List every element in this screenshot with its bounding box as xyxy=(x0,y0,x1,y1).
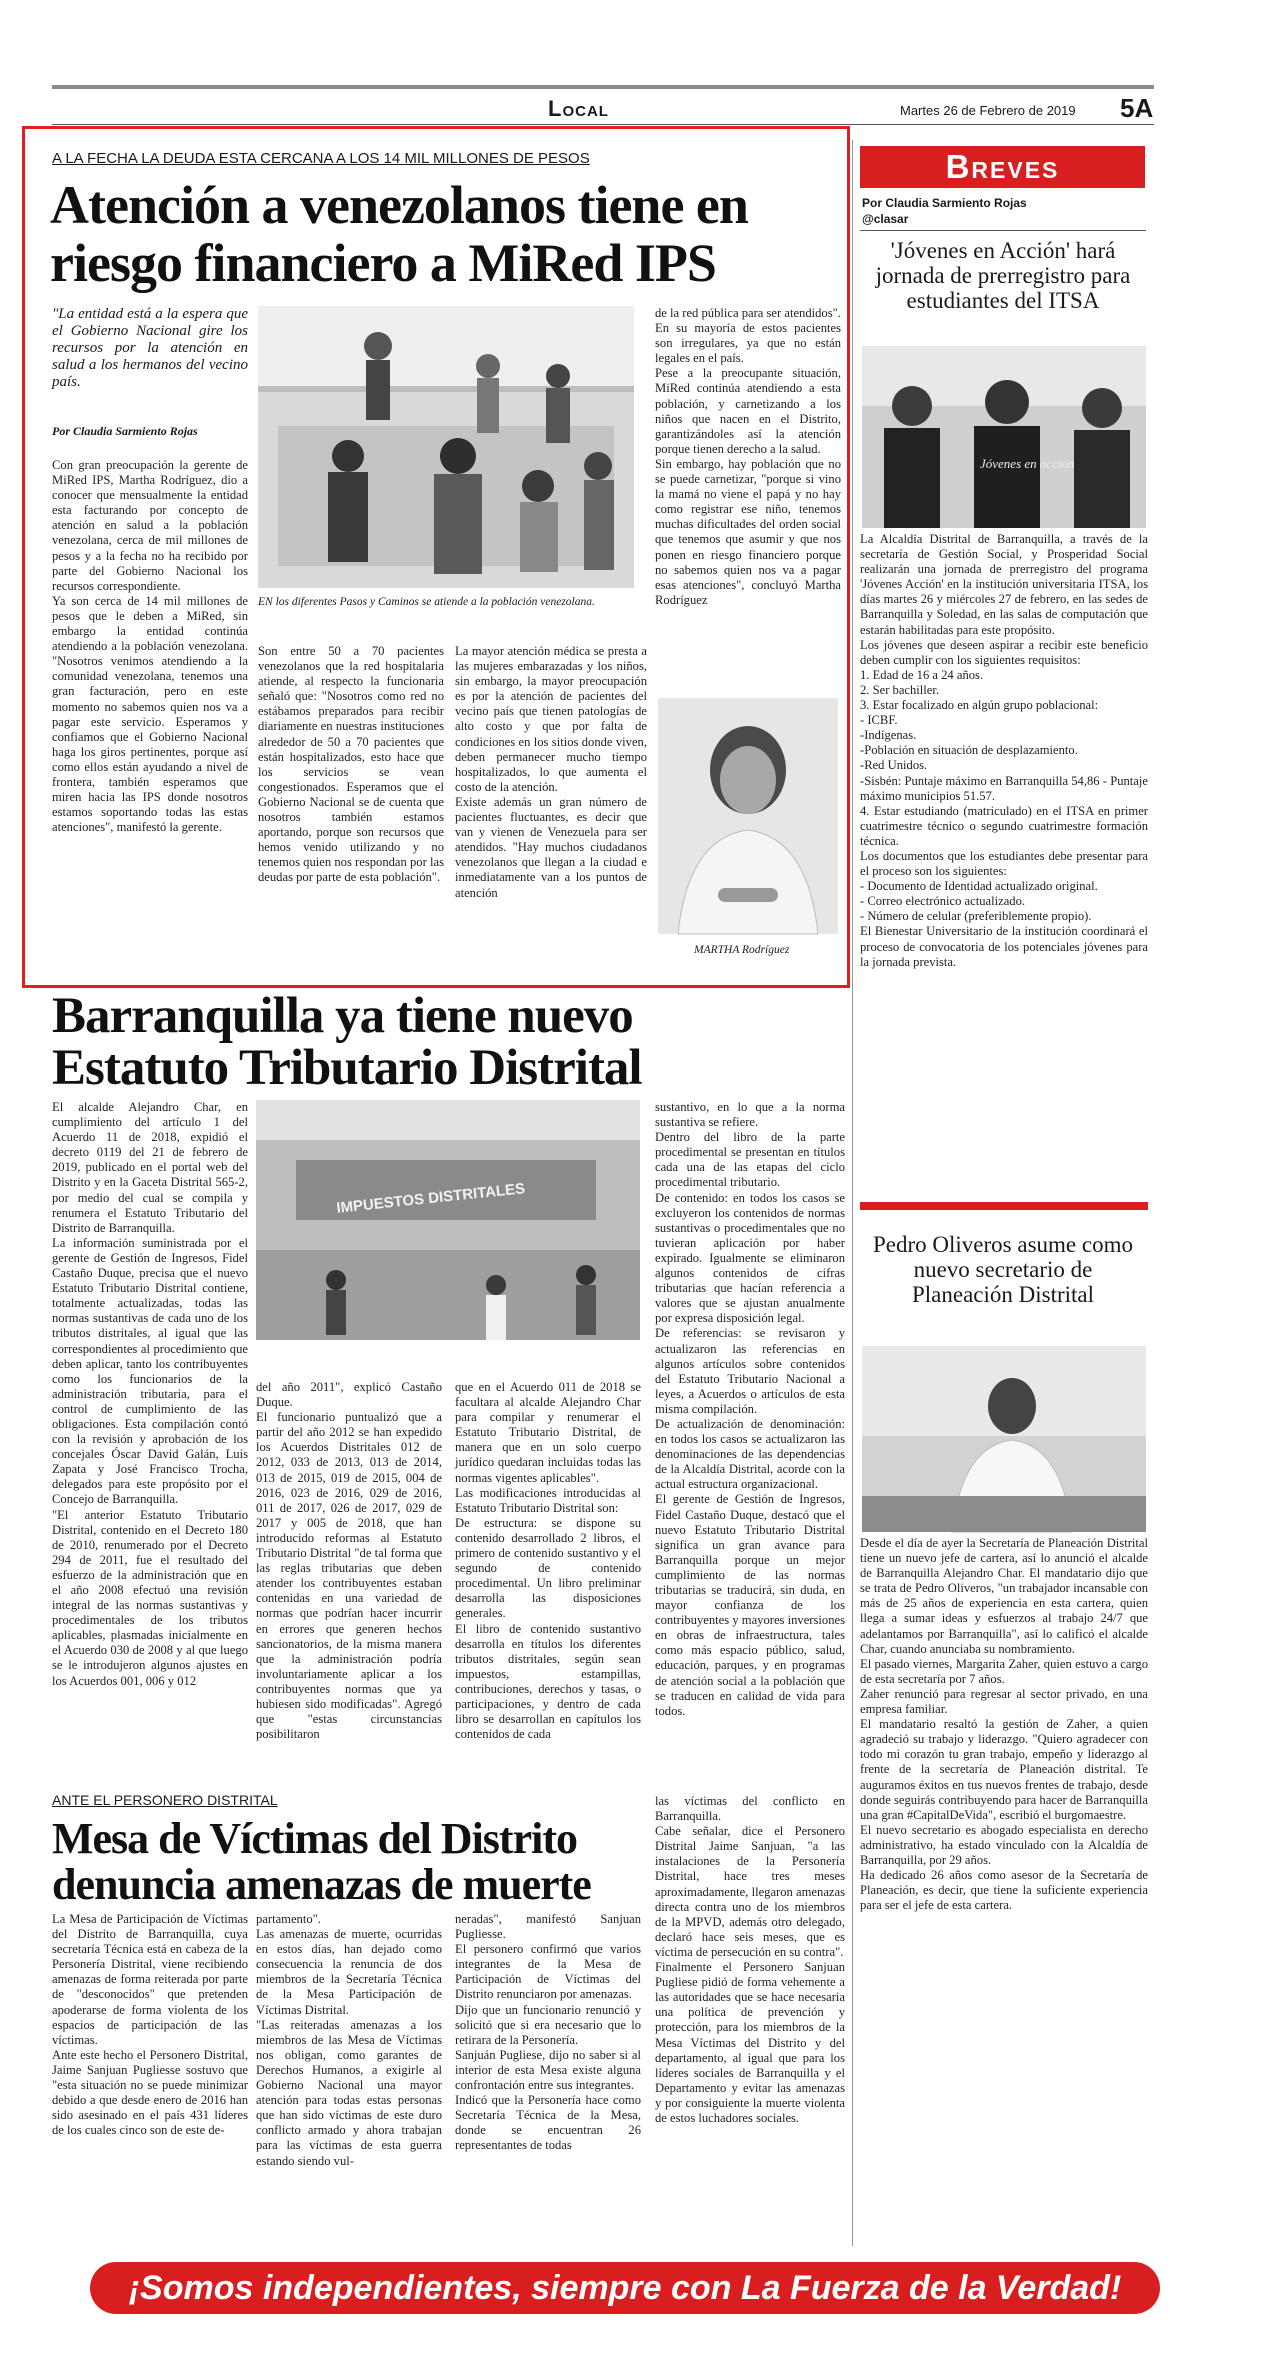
story3-col4: las víctimas del conflicto en Barranquilla. Cabe señalar, dice el Personero Distrital Jaime Sanjuan, "a las instalaciones de la Personería Distrital, hace tres meses aproximadamente, llegaron amenazas directa contra uno de los miembros de la MPVD, además otro delegado, declaró hace seis meses, que es víctima de persecución en su contra". Finalmente el Personero Sanjuan Pugliese pidió de forma vehemente a las autoridades que se hace necesaria una política de prevención y protección, para los miembros de la Mesa Víctimas del Distrito y del departamento, al igual que para los líderes sociales de Barranquilla y el Departamento y evitar las amenazas y por consiguiente la muerte violenta de estos luchadores sociales. xyxy=(655,1794,845,2125)
story1-byline: Por Claudia Sarmiento Rojas xyxy=(52,424,198,438)
story3-col2: partamento". Las amenazas de muerte, ocurridas en estos días, han dejado como consecuencia la renuncia de dos miembros de la Secretaría Técnica de la Mesa Participación de Víctimas Distrital. "Las reiteradas amenazas a los miembros de las Mesa de Víctimas nos obligan, como garantes de Derechos Humanos, a exigirle al Gobierno Nacional una mayor atención para todas estas personas que han sido víctimas de este duro conflicto armado y ahora trabajan para las víctimas de esta guerra estando siendo vul- xyxy=(256,1912,442,2168)
footer-slogan: ¡Somos independientes, siempre con La Fuerza de la Verdad! xyxy=(90,2262,1160,2314)
breves-item1-body: La Alcaldía Distrital de Barranquilla, a través de la secretaría de Gestión Social, y Prosperidad Social realizarán una jornada de prerregistro del programa 'Jóvenes Acción' en la institución universitaria ITSA, los días martes 26 y miércoles 27 de febrero, en las sedes de Barranquilla y Soledad, en las salas de computación que estarán habilitadas para este propósito. Los jóvenes que deseen aspirar a recibir este beneficio deben cumplir con los siguientes requisitos: 1. Edad de 16 a 24 años. 2. Ser bachiller. 3. Estar focalizado en algún grupo poblacional: - ICBF. -Indígenas. -Población en situación de desplazamiento. -Red Unidos. -Sisbén: Puntaje máximo en Barranquilla 54,86 - Puntaje máximo municipios 51.57. 4. Estar estudiando (matriculado) en el ITSA en primer cuatrimestre técnico o segundo cuatrimestre formación técnica. Los documentos que los estudiantes debe presentar para el proceso son los siguientes: - Documento de Identidad actualizado original. - Correo electrónico actualizado. - Número de celular (preferiblemente propio). El Bienestar Universitario de la institución coordinará el proceso de convocatoria de los potenciales jóvenes para la jornada prevista. xyxy=(860,532,1148,969)
breves-rule xyxy=(860,230,1146,231)
story1-col4: de la red pública para ser atendidos". En su mayoría de estos pacientes son irregulares, ya que no están legales en el país. Pese a la preocupante situación, MiRed continúa atendiendo a esta población, y carnetizando a los niños que nacen en el Distrito, garantizándoles así la atención porque tienen derecho a la salud. Sin embargo, hay población que no se puede carnetizar, "porque si vino la mamá no viene el papá y no hay como registrar ese niño, tenemos muchas dificultades del orden social que tenemos que asumir y que nos ponen en riesgo financiero porque no sabemos quien nos va a pagar esas atenciones", concluyó Martha Rodríguez xyxy=(655,306,841,607)
breves-banner: Breves xyxy=(860,146,1145,188)
breves-red-divider xyxy=(860,1202,1148,1210)
story1-dek: "La entidad está a la espera que el Gobierno Nacional gire los recursos por la atención en salud a los hermanos del vecino país. xyxy=(52,306,248,390)
story2-col4: sustantivo, en lo que a la norma sustantiva se refiere. Dentro del libro de la parte procedimental se presentan en títulos cada una de las etapas del ciclo procedimental tributario. De contenido: en todos los casos se excluyeron los contenidos de normas sustantivas o procedimentales que no tuvieran aplicación por haber expirado. Igualmente se eliminaron algunos contenidos de cifras tributarias que hacían referencia a valores que se ajustan anualmente por expresa disposición legal. De referencias: se revisaron y actualizaron las referencias en algunos artículos sobre contenidos del Estatuto Tributario Nacional a leyes, a Acuerdos o artículos de esta misma compilación. De actualización de denominación: en todos los casos se actualizaron las denominaciones de las dependencias de la Alcaldía Distrital, acorde con la actual estructura organizacional. El gerente de Gestión de Ingresos, Fidel Castaño Duque, destacó que el nuevo Estatuto Tributario Distrital significa un gran avance para Barranquilla porque un mejor cumplimiento de las normas tributarias se traducirá, sin duda, en mayor confianza de los contribuyentes y mayores inversiones en obras de infraestructura, tales como más espacio público, salud, educación, parques, y en programas de atención social a la población que se traducen en calidad de vida para todos. xyxy=(655,1100,845,1718)
story1-kicker: A LA FECHA LA DEUDA ESTA CERCANA A LOS 14 MIL MILLONES DE PESOS xyxy=(52,150,590,167)
breves-item1-headline: 'Jóvenes en Acción' hará jornada de prerregistro para estudiantes del ITSA xyxy=(875,238,1131,313)
story3-headline-line2: denuncia amenazas de muerte xyxy=(52,1860,591,1909)
story1-headline-line1: Atención a venezolanos tiene en xyxy=(50,175,748,235)
impuestos-sign: IMPUESTOS DISTRITALES xyxy=(335,1180,526,1217)
story1-headline-line2: riesgo financiero a MiRed IPS xyxy=(50,233,716,293)
martha-portrait xyxy=(658,698,838,934)
breves-item2-headline: Pedro Oliveros asume como nuevo secretario de Planeación Distrital xyxy=(873,1232,1133,1307)
issue-date: Martes 26 de Febrero de 2019 xyxy=(900,103,1076,118)
story2-col1: El alcalde Alejandro Char, en cumplimiento del artículo 1 del Acuerdo 11 de 2018, expidió el decreto 0119 del 21 de febrero de 2019, publicado en el portal web del Distrito y en la Gaceta Distrital 565-2, por medio del cual se compila y renumera el Estatuto Tributario del Distrito de Barranquilla. La información suministrada por el gerente de Gestión de Ingresos, Fidel Castaño Duque, precisa que el nuevo Estatuto Tributario Distrital contiene, totalmente actualizadas, todas las normas sustantivas de cada uno de los tributos distritales, al igual que las correspondientes al procedimiento que deben aplicar, tanto los contribuyentes como los funcionarios de la administración tributaria, para el control de cumplimiento de las obligaciones. Esta compilación contó con la revisión y aprobación de los concejales Óscar David Galán, Luis Zapata y José Francisco Trocha, delegados para este propósito por el Concejo de Barranquilla. "El anterior Estatuto Tributario Distrital, contenido en el Decreto 180 de 2010, renumerado por el Decreto 294 de 2011, fue el resultado del esfuerzo de la administración que en el año 2008 efectuó una revisión integral de las normas sustantivas y procedimentales de los tributos aplicables, plasmadas inicialmente en el Acuerdo 030 de 2008 y al que luego se le introdujeron algunos ajustes en los Acuerdos 001, 006 y 012 xyxy=(52,1100,248,1688)
sidebar-divider xyxy=(852,140,853,2246)
story1-col1: Con gran preocupación la gerente de MiRed IPS, Martha Rodríguez, dio a conocer que mensualmente la entidad esta facturando por concepto de atención en salud a la población venezolana, cerca de mil millones de pesos y a la fecha no ha recibido por parte del Gobierno Nacional los recursos correspondiente. Ya son cerca de 14 mil millones de pesos que le deben a MiRed, sin embargo la entidad continúa atendiendo a la población venezolana. "Nosotros venimos atendiendo a la comunidad venezolana, tenemos una gran facturación, pero en este momento no sabemos quien nos va a pagar este servicio. Esperamos y confiamos que el Gobierno Nacional haga los giros pertinentes, porque así como ellos están ayudando a nivel de frontera, también esperamos que miren hacia las IPS donde nosotros estamos soportando todas las estas atenciones", manifestó la gerente. xyxy=(52,458,248,835)
story3-headline-line1: Mesa de Víctimas del Distrito xyxy=(52,1814,577,1863)
portrait-caption: MARTHA Rodríguez xyxy=(694,944,790,956)
story1-photo xyxy=(258,306,634,588)
jovenes-shirt-text: Jóvenes en acción xyxy=(980,456,1075,471)
story3-col3: neradas", manifestó Sanjuan Pugliesse. El personero confirmó que varios integrantes de la Mesa de Participación de Víctimas del Distrito renunciaron por amenazas. Dijo que un funcionario renunció y solicitó que si era necesario que lo retirara de la Personería. Sanjuán Pugliese, dijo no saber si al interior de esta Mesa existe alguna confrontación entre sus integrantes. Indicó que la Personería hace como Secretaría Técnica de la Mesa, donde se encuentran 26 representantes de todas xyxy=(455,1912,641,2153)
header-rule xyxy=(52,124,1154,125)
oliveros-photo xyxy=(862,1346,1146,1532)
page-number: 5A xyxy=(1120,93,1154,123)
story1-photo-caption: EN los diferentes Pasos y Caminos se atiende a la población venezolana. xyxy=(258,596,595,608)
breves-handle: @clasar xyxy=(862,212,909,226)
breves-item2-body: Desde el día de ayer la Secretaría de Planeación Distrital tiene un nuevo jefe de cartera, así lo anunció el alcalde de Barranquilla Alejandro Char. El mandatario dijo que se trata de Pedro Oliveros, "un trabajador incansable con más de 25 años de experiencia en esta cartera, quien llega a sumar ideas y esfuerzos al trabajo 24/7 que adelantamos por Barranquilla", así lo calificó el alcalde Char, cuando anunciaba su nombramiento. El pasado viernes, Margarita Zaher, quien estuvo a cargo de esta secretaría por 7 años. Zaher renunció para regresar al sector privado, en una empresa familiar. El mandatario resaltó la gestión de Zaher, a quien agradeció su trabajo y liderazgo. "Quiero agradecer con todo mi corazón tu gran trabajo, empeño y liderazgo al frente de la secretaría de Planeación distrital. Te auguramos éxitos en tus nuevos frentes de trabajo, desde donde seguirás contribuyendo para hacer de Barranquilla una gran #CapitalDeVida", escribió el burgomaestre. El nuevo secretario es abogado especialista en derecho administrativo, ha estado vinculado con la Alcaldía de Barranquilla, por 29 años. Ha dedicado 26 años como asesor de la Secretaría de Planeación, es decir, que tiene la suficiente experiencia para ser el jefe de esta cartera. xyxy=(860,1536,1148,1913)
impuestos-photo xyxy=(256,1100,640,1340)
top-rule xyxy=(52,85,1154,89)
story2-col3: que en el Acuerdo 011 de 2018 se facultara al alcalde Alejandro Char para compilar y renumerar el Estatuto Tributario Distrital, de manera que en un solo cuerpo jurídico quedaran incluidas todas las normas vigentes aplicables". Las modificaciones introducidas al Estatuto Tributario Distrital son: De estructura: se dispone su contenido desarrollado 2 libros, el primero de contenido sustantivo y el segundo de contenido procedimental. Un libro preliminar desarrolla las disposiciones generales. El libro de contenido sustantivo desarrolla en títulos los diferentes tributos distritales, según sean impuestos, estampillas, contribuciones, derechos y tasas, o participaciones, y dentro de cada libro se desarrollan en capítulos los contenidos de cada xyxy=(455,1380,641,1742)
breves-byline: Por Claudia Sarmiento Rojas xyxy=(862,196,1027,210)
story3-kicker: ANTE EL PERSONERO DISTRITAL xyxy=(52,1792,278,1808)
section-label: Local xyxy=(548,96,609,121)
story2-headline-line1: Barranquilla ya tiene nuevo xyxy=(52,988,633,1044)
story3-col1: La Mesa de Participación de Víctimas del Distrito de Barranquilla, cuya secretaría Técnica está en cabeza de la Personería Distrital, viene recibiendo amenazas de forma reiterada por parte de "desconocidos" que pretenden apoderarse de forma violenta de los espacios de participación de las víctimas. Ante este hecho el Personero Distrital, Jaime Sanjuan Pugliesse sostuvo que "esta situación no se puede minimizar debido a que desde enero de 2016 han sido asesinado en el país 431 líderes de los cuales cinco son de este de- xyxy=(52,1912,248,2138)
story1-col2: Son entre 50 a 70 pacientes venezolanos que la red hospitalaria atiende, al respecto la funcionaria señaló que: "Nosotros como red no estábamos preparados para recibir diariamente en nuestras instituciones alrededor de 50 a 70 pacientes que están hospitalizados, esto hace que los servicios se vean congestionados. Esperamos que el Gobierno Nacional se de cuenta que nosotros también estamos aportando, porque son recursos que hemos venido utilizando y no tenemos quien nos respondan por las deudas por parte de esta población". xyxy=(258,644,448,885)
story1-col3: La mayor atención médica se presta a las mujeres embarazadas y los niños, sin embargo, la mayor preocupación es por la atención de pacientes del vecino país que tienen patologías de alto costo y que por falta de condiciones en los sitios donde viven, deben permanecer mucho tiempo hospitalizados, lo que aumenta el costo de la atención. Existe además un gran número de pacientes fluctuantes, es decir que van y vienen de Venezuela para ser atendidos. "Hay muchos ciudadanos venezolanos que llegan a la ciudad e inmediatamente van a los puntos de atención xyxy=(455,644,647,900)
jovenes-photo xyxy=(862,346,1146,528)
story2-col2: del año 2011", explicó Castaño Duque. El funcionario puntualizó que a partir del año 2012 se han expedido los Acuerdos Distritales 012 de 2012, 033 de 2013, 013 de 2014, 013 de 2015, 019 de 2015, 004 de 2016, 023 de 2016, 029 de 2016, 011 de 2017, 026 de 2017, 029 de 2017 y 005 de 2018, que han introducido reformas al Estatuto Tributario Distrital "de tal forma que las reglas tributarias que deben atender los contribuyentes estaban contenidas en una variedad de normas que podrían hacer incurrir en errores que generen hechos sancionatorios, de la misma manera que la administración podría involuntariamente aplicar a los contribuyentes normas que ya hubiesen sido modificadas". Agregó que "estas circunstancias posibilitaron xyxy=(256,1380,442,1742)
story2-headline-line2: Estatuto Tributario Distrital xyxy=(52,1040,642,1096)
